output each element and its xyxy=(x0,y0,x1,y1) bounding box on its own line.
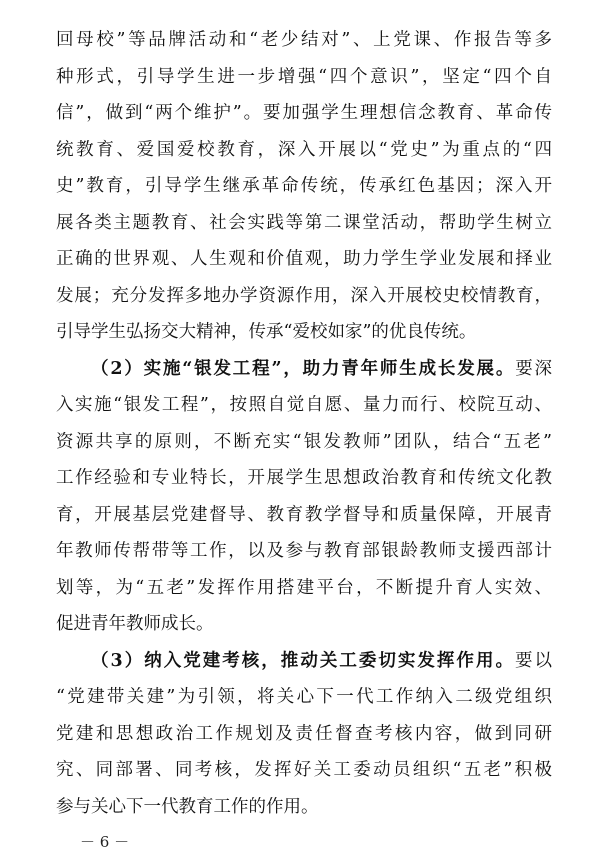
text-run: 要以 xyxy=(514,650,552,671)
text-line: 究、同部署、同考核，发挥好关工委动员组织“五老”积极 xyxy=(56,760,552,780)
text-line: 参与关心下一代教育工作的作用。 xyxy=(56,796,319,817)
text-line: 发展；充分发挥多地办学资源作用，深入开展校史校情教育， xyxy=(56,285,552,306)
text-line: 统教育、爱国爱校教育，深入开展以“党史”为重点的“四 xyxy=(56,139,552,160)
text-line: 正确的世界观、人生观和价值观，助力学生学业发展和择业 xyxy=(56,249,552,269)
text-line: 促进青年教师成长。 xyxy=(56,614,214,634)
document-page xyxy=(56,22,552,825)
text-line: 资源共享的原则，不断充实“银发教师”团队，结合“五老” xyxy=(56,431,552,452)
section-heading: （3）纳入党建考核，推动关工委切实发挥作用。 xyxy=(91,650,515,671)
text-line: “党建带关建”为引领，将关心下一代工作纳入二级党组织 xyxy=(56,687,552,707)
text-run: 要深 xyxy=(515,358,552,379)
text-line: 入实施“银发工程”，按照自觉自愿、量力而行、校院互动、 xyxy=(56,395,552,415)
paragraph-2 xyxy=(56,351,552,643)
text-line: 史”教育，引导学生继承革命传统，传承红色基因；深入开 xyxy=(56,176,552,196)
section-heading: （2）实施“银发工程”，助力青年师生成长发展。 xyxy=(91,358,516,379)
text-line: 年教师传帮带等工作，以及参与教育部银龄教师支援西部计 xyxy=(56,541,552,561)
text-line: 引导学生弘扬交大精神，传承“爱校如家”的优良传统。 xyxy=(56,322,477,342)
text-line: 党建和思想政治工作规划及责任督查考核内容，做到同研 xyxy=(56,723,552,744)
paragraph-first-line xyxy=(56,351,552,388)
paragraph-1 xyxy=(56,22,552,351)
text-line: 种形式，引导学生进一步增强“四个意识”，坚定“四个自 xyxy=(56,66,552,87)
page-number: － 6 － xyxy=(80,833,130,851)
text-line: 工作经验和专业特长，开展学生思想政治教育和传统文化教 xyxy=(56,468,552,488)
text-line: 育，开展基层党建督导、教育教学督导和质量保障，开展青 xyxy=(56,504,552,525)
text-line: 划等，为“五老”发挥作用搭建平台，不断提升育人实效、 xyxy=(56,577,552,598)
paragraph-first-line xyxy=(56,643,552,680)
text-line: 信”，做到“两个维护”。要加强学生理想信念教育、革命传 xyxy=(56,103,552,123)
text-line: 回母校”等品牌活动和“老少结对”、上党课、作报告等多 xyxy=(56,30,552,50)
paragraph-3 xyxy=(56,643,552,826)
text-line: 展各类主题教育、社会实践等第二课堂活动，帮助学生树立 xyxy=(56,212,552,233)
